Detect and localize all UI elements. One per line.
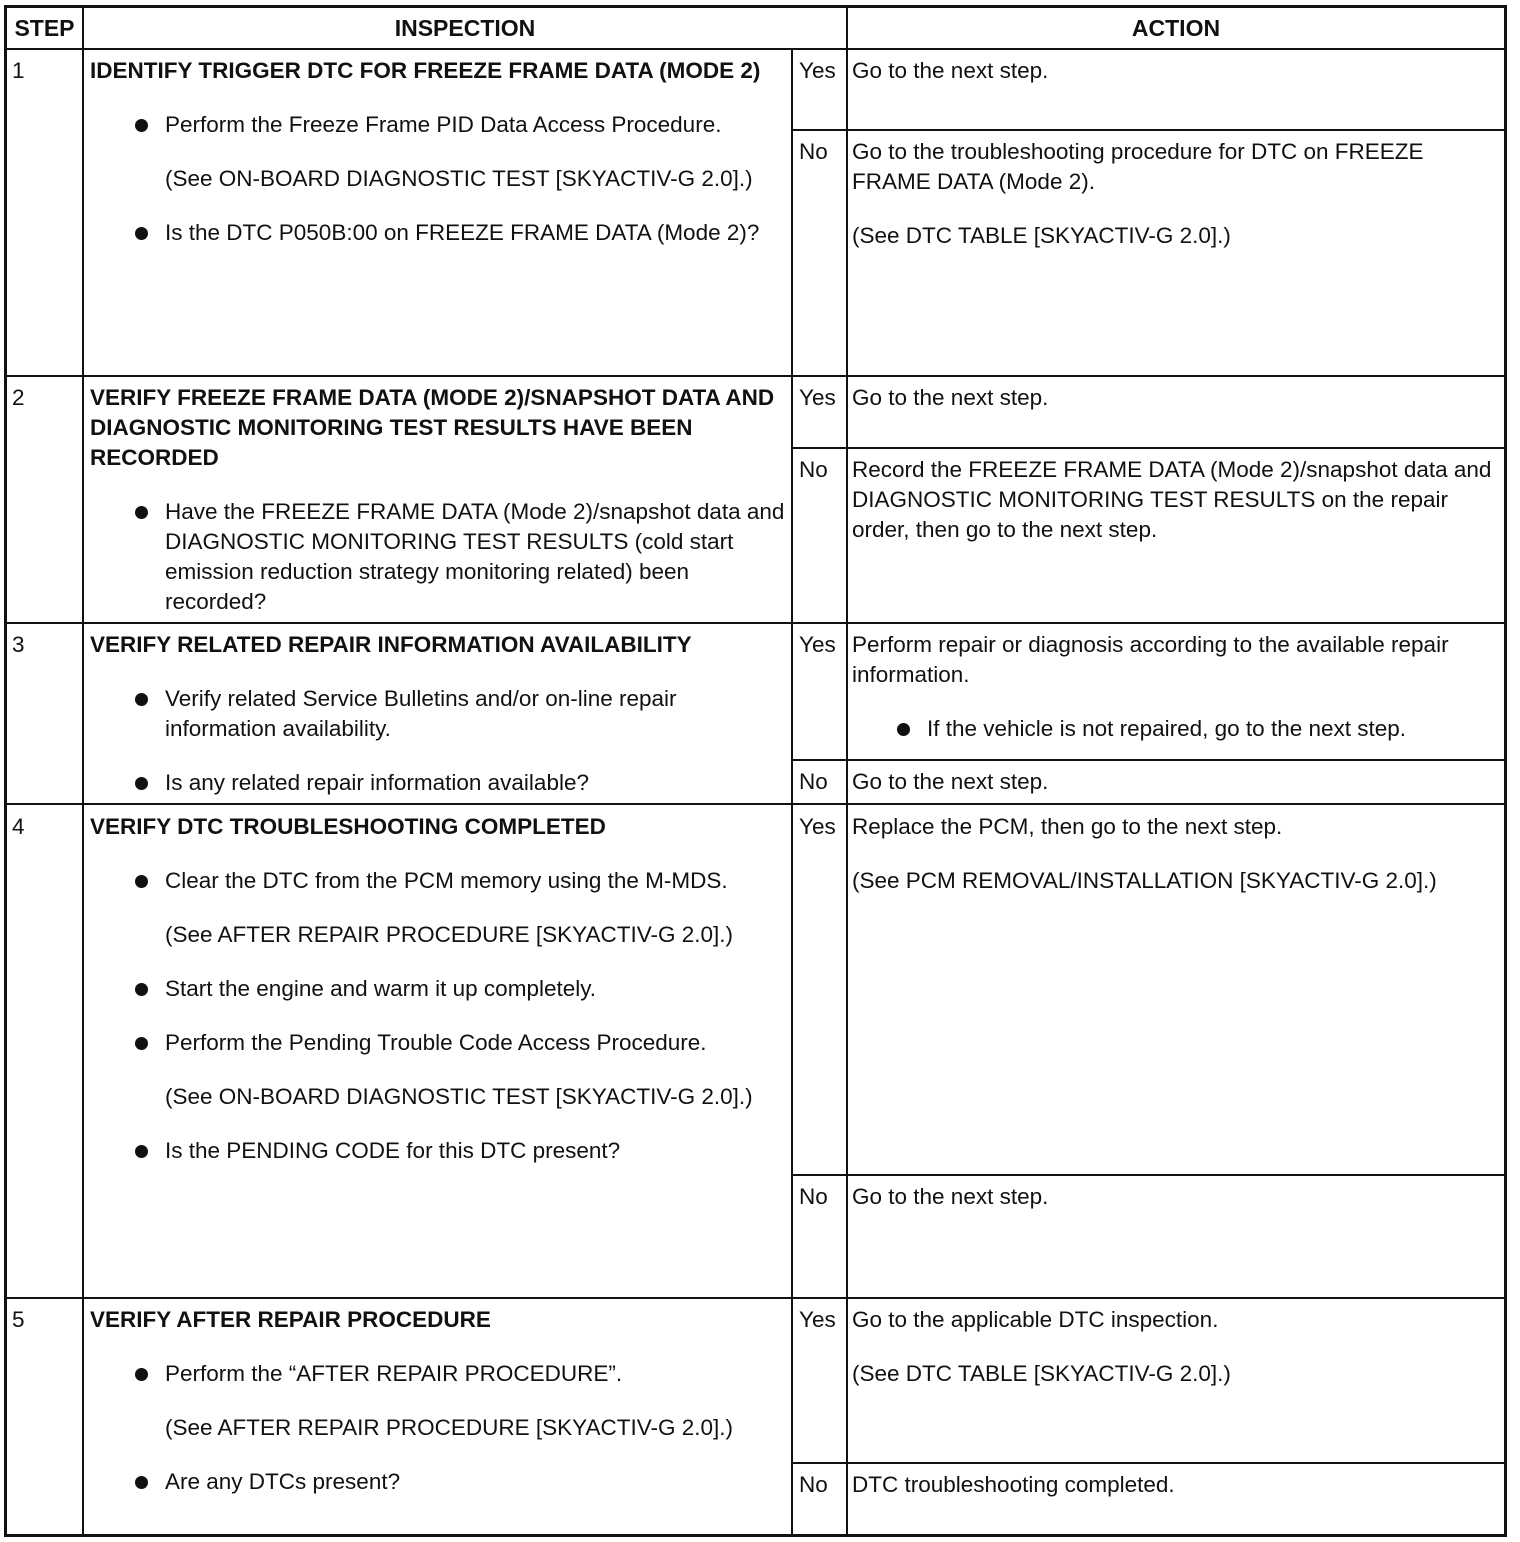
inspection-step-1 — [90, 56, 786, 248]
bullet-icon — [897, 723, 910, 736]
bullet-icon — [135, 983, 148, 996]
yes-action: Go to the next step. — [852, 58, 1049, 83]
no-label: No — [799, 769, 828, 794]
bullet-icon — [135, 1037, 148, 1050]
reference-note: (See AFTER REPAIR PROCEDURE [SKYACTIV-G 2.0].) — [165, 1415, 734, 1440]
reference-note: (See AFTER REPAIR PROCEDURE [SKYACTIV-G 2.0].) — [165, 922, 734, 947]
yes-action: Perform repair or diagnosis according to the available repair information. If the vehicle is not repaired, go to the next step. — [852, 630, 1502, 744]
bullet-item: Is the DTC P050B:00 on FREEZE FRAME DATA (Mode 2)? — [90, 218, 786, 248]
bullet-item: Perform the Freeze Frame PID Data Access Procedure. — [90, 110, 786, 140]
reference-note: (See DTC TABLE [SKYACTIV-G 2.0].) — [852, 223, 1231, 248]
step-number: 5 — [12, 1307, 25, 1332]
bullet-icon — [135, 506, 148, 519]
diagnostic-table — [4, 5, 1507, 1537]
bullet-item: If the vehicle is not repaired, go to the next step. — [852, 714, 1502, 744]
bullet-icon — [135, 1476, 148, 1489]
no-action: DTC troubleshooting completed. — [852, 1472, 1175, 1497]
bullet-item: Are any DTCs present? — [90, 1467, 786, 1497]
inspection-step-5 — [90, 1305, 786, 1497]
reference-note: (See DTC TABLE [SKYACTIV-G 2.0].) — [852, 1361, 1231, 1386]
inspection-step-2 — [90, 383, 786, 617]
step-number: 2 — [12, 385, 25, 410]
bullet-item: Perform the Pending Trouble Code Access Procedure. — [90, 1028, 786, 1058]
yes-label: Yes — [799, 1307, 836, 1332]
yes-action: Replace the PCM, then go to the next step. (See PCM REMOVAL/INSTALLATION [SKYACTIV-G 2.0].) — [852, 812, 1502, 896]
reference-note: (See ON-BOARD DIAGNOSTIC TEST [SKYACTIV-G 2.0].) — [165, 166, 753, 191]
bullet-icon — [135, 1145, 148, 1158]
bullet-icon — [135, 875, 148, 888]
yes-label: Yes — [799, 814, 836, 839]
step-title: VERIFY DTC TROUBLESHOOTING COMPLETED — [90, 814, 606, 839]
step-title: VERIFY AFTER REPAIR PROCEDURE — [90, 1307, 491, 1332]
reference-note: (See PCM REMOVAL/INSTALLATION [SKYACTIV-G 2.0].) — [852, 868, 1437, 893]
header-step: STEP — [14, 14, 75, 41]
header-inspection: INSPECTION — [394, 14, 536, 41]
no-label: No — [799, 139, 828, 164]
no-label: No — [799, 1184, 828, 1209]
step-title: VERIFY RELATED REPAIR INFORMATION AVAILABILITY — [90, 632, 692, 657]
bullet-icon — [135, 227, 148, 240]
step-title: IDENTIFY TRIGGER DTC FOR FREEZE FRAME DATA (MODE 2) — [90, 58, 761, 83]
bullet-item: Verify related Service Bulletins and/or on-line repair information availability. — [90, 684, 786, 744]
bullet-icon — [135, 777, 148, 790]
yes-label: Yes — [799, 632, 836, 657]
bullet-item: Clear the DTC from the PCM memory using the M-MDS. — [90, 866, 786, 896]
inspection-step-4 — [90, 812, 786, 1166]
yes-label: Yes — [799, 58, 836, 83]
bullet-item: Have the FREEZE FRAME DATA (Mode 2)/snapshot data and DIAGNOSTIC MONITORING TEST RESULTS (cold start emission reduction strategy monitoring related) been recorded? — [90, 497, 786, 617]
no-action: Go to the troubleshooting procedure for DTC on FREEZE FRAME DATA (Mode 2). (See DTC TABLE [SKYACTIV-G 2.0].) — [852, 137, 1502, 251]
no-label: No — [799, 1472, 828, 1497]
bullet-icon — [135, 693, 148, 706]
no-action: Record the FREEZE FRAME DATA (Mode 2)/snapshot data and DIAGNOSTIC MONITORING TEST RESULTS on the repair order, then go to the next step. — [852, 457, 1492, 542]
yes-action: Go to the next step. — [852, 385, 1049, 410]
step-title: VERIFY FREEZE FRAME DATA (MODE 2)/SNAPSHOT DATA AND DIAGNOSTIC MONITORING TEST RESULTS HAVE BEEN RECORDED — [90, 385, 775, 470]
bullet-item: Is the PENDING CODE for this DTC present? — [90, 1136, 786, 1166]
bullet-icon — [135, 1368, 148, 1381]
header-action: ACTION — [1131, 14, 1221, 41]
step-number: 1 — [12, 58, 25, 83]
bullet-item: Is any related repair information available? — [90, 768, 786, 798]
yes-label: Yes — [799, 385, 836, 410]
bullet-item: Perform the “AFTER REPAIR PROCEDURE”. — [90, 1359, 786, 1389]
yes-action: Go to the applicable DTC inspection. (See DTC TABLE [SKYACTIV-G 2.0].) — [852, 1305, 1502, 1389]
bullet-icon — [135, 119, 148, 132]
no-action: Go to the next step. — [852, 1184, 1049, 1209]
step-number: 3 — [12, 632, 25, 657]
no-action: Go to the next step. — [852, 769, 1049, 794]
reference-note: (See ON-BOARD DIAGNOSTIC TEST [SKYACTIV-G 2.0].) — [165, 1084, 753, 1109]
no-label: No — [799, 457, 828, 482]
bullet-item: Start the engine and warm it up completely. — [90, 974, 786, 1004]
inspection-step-3 — [90, 630, 786, 798]
step-number: 4 — [12, 814, 25, 839]
